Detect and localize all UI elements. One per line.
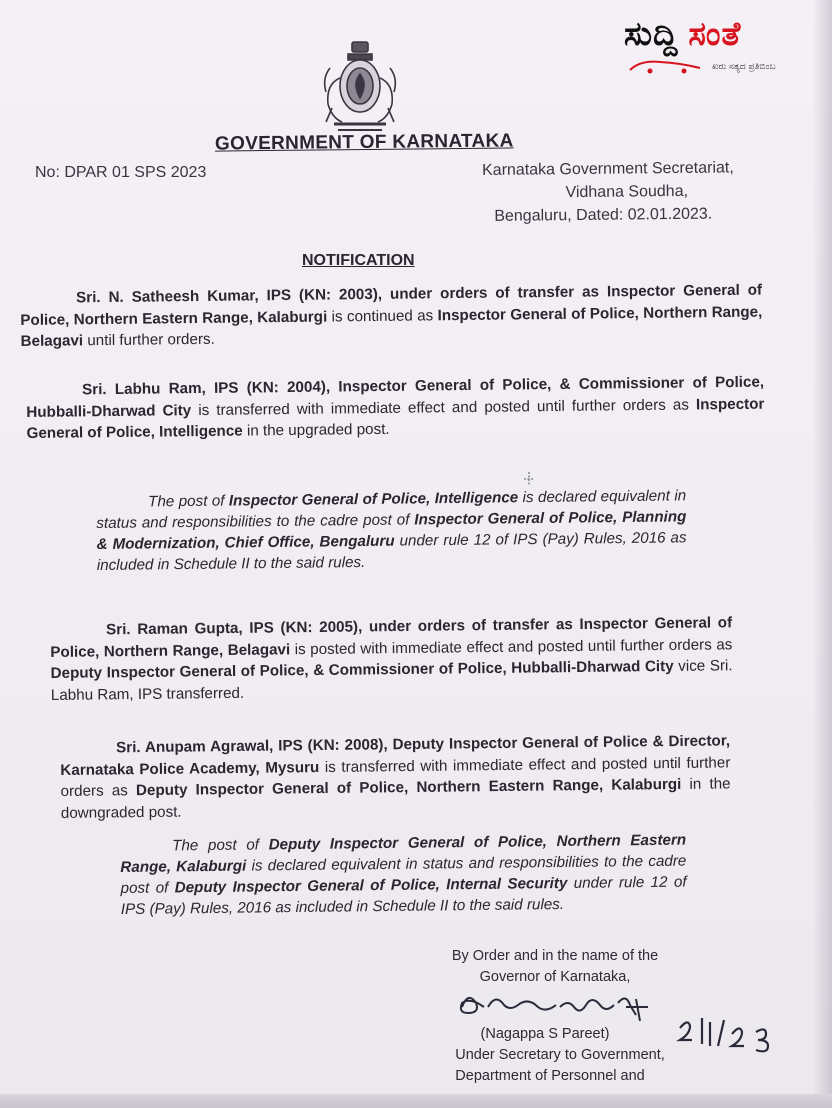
logo-wordmark: ಸುದ್ದಿ ಸಂತೆ xyxy=(624,14,742,53)
logo-tagline: ಖರು ಸತ್ಯದ ಪ್ರತಿಬಿಂಬ xyxy=(712,62,776,72)
karnataka-emblem-icon xyxy=(312,38,408,138)
government-heading: GOVERNMENT OF KARNATAKA xyxy=(214,130,514,155)
issuing-office-address xyxy=(422,156,735,228)
by-order-line: By Order and in the name of the xyxy=(451,948,659,964)
by-order-line: Governor of Karnataka, xyxy=(479,969,631,985)
handwritten-signature xyxy=(440,985,700,1025)
notification-paragraph: The post of Inspector General of Police, Intelligence is declared equivalent in status and responsibilities to the cadre post of Inspector General of Police, Planning & Modernization, Chief Office, Bengaluru under rule 12 of IPS (Pay) Rules, 2016 as included in Schedule II to the said rules. xyxy=(96,487,687,574)
text-cursor-icon xyxy=(520,470,538,488)
by-order-block xyxy=(420,946,690,988)
signatory-name: (Nagappa S Pareet) xyxy=(480,1026,610,1042)
order-number: No: DPAR 01 SPS 2023 xyxy=(35,164,207,181)
page-edge-shadow xyxy=(812,0,832,1108)
signatory-block xyxy=(430,1024,690,1087)
signatory-department: Department of Personnel and xyxy=(455,1068,645,1084)
bottom-cut-line xyxy=(0,1094,832,1108)
signatory-designation: Under Secretary to Government, xyxy=(455,1047,665,1063)
notification-paragraph: Sri. Raman Gupta, IPS (KN: 2005), under orders of transfer as Inspector General of Police, Northern Range, Belagavi is posted with immediate effect and posted until further orders as Deputy Inspector General of Police, & Commissioner of Police, Hubballi-Dharwad City vice Sri. Labhu Ram, IPS transferred. xyxy=(50,614,733,704)
sudhi-sante-logo xyxy=(624,10,824,80)
notification-paragraph: Sri. N. Satheesh Kumar, IPS (KN: 2003), under orders of transfer as Inspector General of Police, Northern Eastern Range, Kalaburgi is continued as Inspector General of Police, Northern Range, Belagavi until further orders. xyxy=(20,281,763,350)
address-line: Bengaluru, Dated: 02.01.2023. xyxy=(494,205,713,225)
address-line: Vidhana Soudha, xyxy=(565,182,689,202)
notification-paragraph: The post of Deputy Inspector General of Police, Northern Eastern Range, Kalaburgi is declared equivalent in status and responsibilities to the cadre post of Deputy Inspector General of Police, Internal Security under rule 12 of IPS (Pay) Rules, 2016 as included in Schedule II to the said rules. xyxy=(120,831,687,918)
car-icon xyxy=(628,58,708,74)
address-line: Karnataka Government Secretariat, xyxy=(481,159,734,180)
handwritten-date xyxy=(676,1008,796,1058)
notification-heading: NOTIFICATION xyxy=(302,252,415,269)
notification-paragraph: Sri. Anupam Agrawal, IPS (KN: 2008), Deputy Inspector General of Police & Director, Karnataka Police Academy, Mysuru is transferred with immediate effect and posted until further orders as Deputy Inspector General of Police, Northern Eastern Range, Kalaburgi in the downgraded post. xyxy=(60,732,731,822)
notification-paragraph: Sri. Labhu Ram, IPS (KN: 2004), Inspector General of Police, & Commissioner of Police, Hubballi-Dharwad City is transferred with immediate effect and posted until further orders as Inspector General of Police, Intelligence in the upgraded post. xyxy=(26,373,765,442)
